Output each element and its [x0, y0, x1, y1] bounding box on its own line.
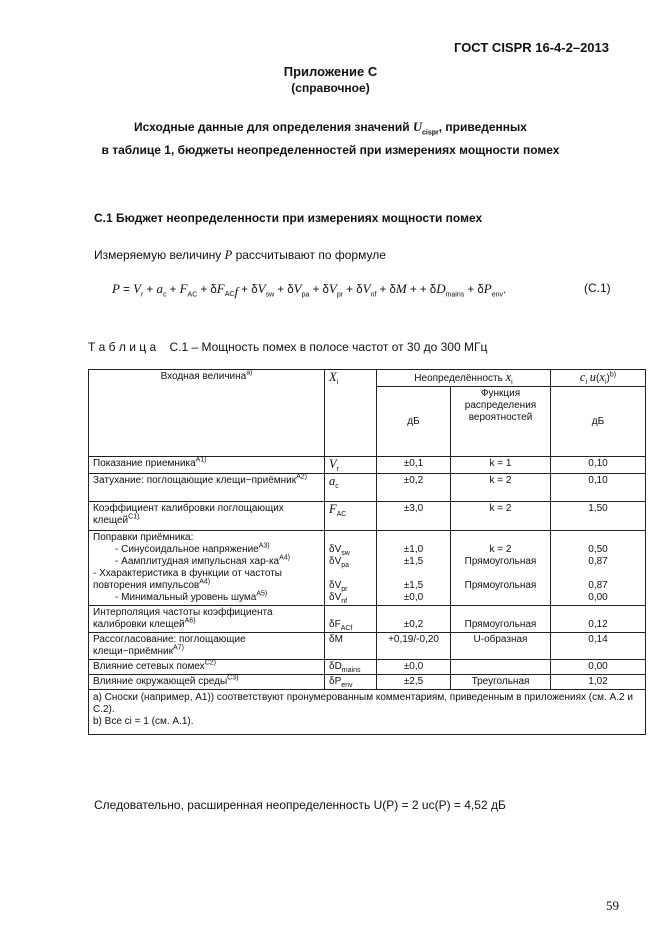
table-row: Коэффициент калибровки поглощающих клещей$^{C1)}$ $F_{AC}$ ±3,0 k = 2 1,50: [89, 502, 646, 531]
table-row: Показание приемника$^{A1)}$ $V_r$ ±0,1 k = 1 0,10: [89, 457, 646, 474]
header-distribution: Функция распределения вероятностей: [451, 387, 551, 457]
intro-text: Измеряемую величину P рассчитывают по формуле: [94, 248, 386, 262]
standard-number: ГОСТ CISPR 16-4-2–2013: [454, 40, 609, 55]
header-uncertainty: Неопределённость $x_i$: [377, 370, 551, 387]
conclusion-text: Следовательно, расширенная неопределенность U(P) = 2 uc(P) = 4,52 дБ: [94, 798, 506, 812]
table-row: Влияние окружающей среды$^{C3)}$ $\delta P_{env}$ ±2,5 Треугольная 1,02: [89, 675, 646, 690]
table-row-corrections: Поправки приёмника: - Синусоидальное напряжение$^{A3)}$ - Аамплитудная импульсная хар-$ка^{A4)}$ - Ххарактеристика в функции от частоты повторения импульсов$^{A4)}$ - Минимальный уровень шума$^{A5)}$ $\delta V_{sw}$ $\delta V_{pa}$ $\delta V_{pr}$ $\delta V_{nf}$ ±1,0 ±1,5 ±1,5 ±0,0 k = 2 Прямоугольная Прямоугольная 0,50 0,87 0,87 0,00: [89, 531, 646, 606]
appendix-subtitle: (справочное): [291, 81, 370, 95]
footnotes-row: [89, 690, 646, 735]
header-input: Входная величина$^{a)}$: [89, 370, 325, 457]
footnote-a: a) Сноски (например, A1)) соответствуют пронумерованным комментариям, приведенным в приложениях (см. А.2 и С.2).: [93, 692, 633, 715]
table-row: Затухание: поглощающие клещи−приёмник$^{A2)}$ $a_c$ ±0,2 k = 2 0,10: [89, 474, 646, 502]
uncertainty-table: [88, 369, 646, 735]
appendix-title: Приложение С: [283, 64, 378, 79]
table-row: Влияние сетевых помех$^{C2)}$ $\delta D_{mains}$ ±0,0 0,00: [89, 660, 646, 675]
table-caption: Т а б л и ц а С.1 – Мощность помех в полосе частот от 30 до 300 МГц: [88, 340, 488, 354]
heading-line2: в таблице 1, бюджеты неопределенностей при измерениях мощности помех: [101, 143, 560, 157]
header-ci: $c_i$ $u(x_i)^{b)}$: [551, 370, 646, 387]
formula-number: (С.1): [584, 281, 611, 295]
page-number: 59: [606, 898, 619, 913]
header-db-2: дБ: [551, 387, 646, 457]
heading-line1: Исходные данные для определения значений $U_{cispr}$, приведенных: [134, 120, 527, 137]
table-row: Рассогласование: поглощающие клещи−приёмник$^{A7)}$ δM +0,19/-0,20 U-образная 0,14: [89, 633, 646, 660]
table-row: Интерполяция частоты коэффициента калибровки клещей$^{A6)}$ $\delta F_{ACf}$ ±0,2 Прямоугольная 0,12: [89, 606, 646, 633]
section-title: С.1 Бюджет неопределенности при измерениях мощности помех: [94, 211, 483, 225]
formula: $P = V_r + a_c + F_{AC} + \delta F_{ACf} + \delta V_{sw} + \delta V_{pa} + \delta V_{pr} + \delta V_{nf} + \delta M$ + + $\delta D_{mains} + \delta P_{env}$.: [112, 281, 507, 300]
footnote-b: b) Все ci = 1 (см. А.1).: [93, 716, 194, 727]
header-row: [89, 370, 646, 387]
header-db: дБ: [377, 387, 451, 457]
header-xi: $X_i$: [325, 370, 377, 457]
